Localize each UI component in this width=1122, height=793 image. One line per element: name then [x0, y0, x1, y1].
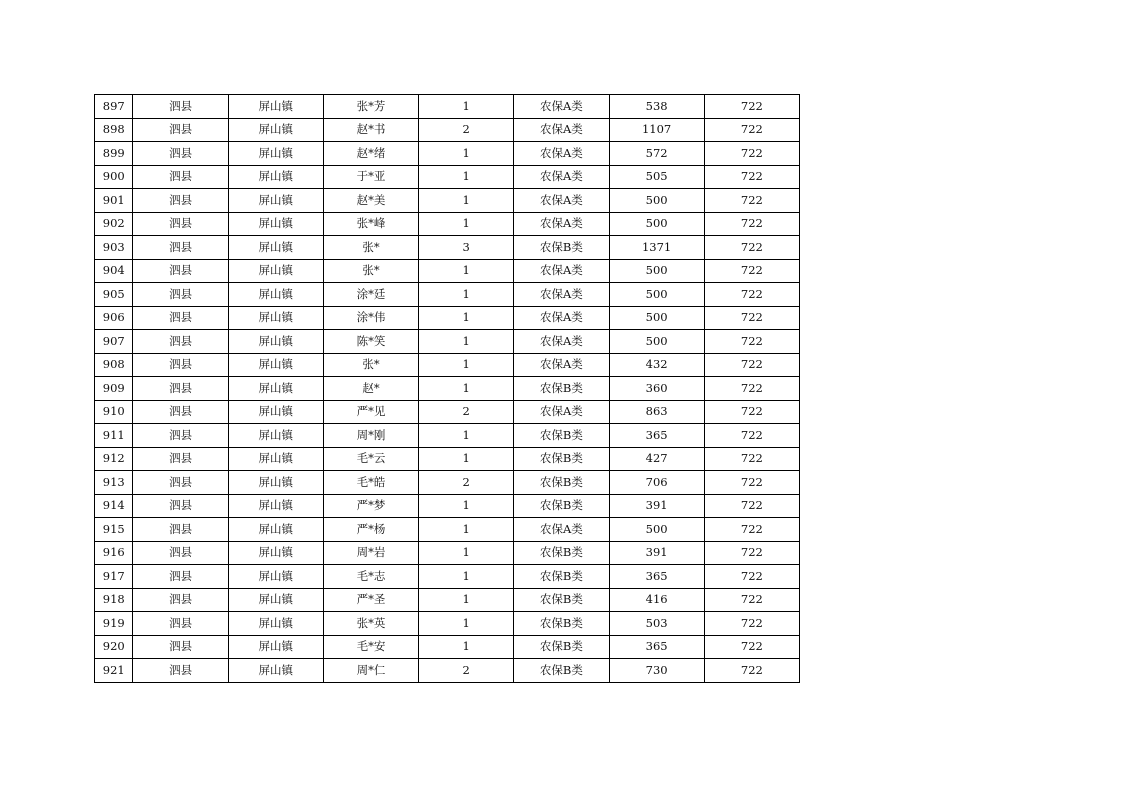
table-row [95, 353, 800, 377]
insurance-type-cell: 农保A类 [514, 306, 609, 330]
table-body [95, 95, 800, 683]
table-row [95, 330, 800, 354]
insurance-type-cell: 农保B类 [514, 494, 609, 518]
insurance-type-cell: 农保A类 [514, 118, 609, 142]
table-row [95, 588, 800, 612]
name-cell: 张* [323, 236, 418, 260]
serial-number-cell: 916 [95, 541, 133, 565]
name-cell: 周*岩 [323, 541, 418, 565]
serial-number-cell: 907 [95, 330, 133, 354]
standard-cell: 722 [704, 377, 799, 401]
amount-cell: 1107 [609, 118, 704, 142]
serial-number-cell: 906 [95, 306, 133, 330]
household-count-cell: 1 [419, 424, 514, 448]
insurance-type-cell: 农保B类 [514, 612, 609, 636]
table-row [95, 612, 800, 636]
amount-cell: 503 [609, 612, 704, 636]
household-count-cell: 3 [419, 236, 514, 260]
insurance-type-cell: 农保A类 [514, 400, 609, 424]
county-cell: 泗县 [133, 565, 228, 589]
name-cell: 张* [323, 353, 418, 377]
amount-cell: 365 [609, 635, 704, 659]
county-cell: 泗县 [133, 330, 228, 354]
household-count-cell: 1 [419, 612, 514, 636]
name-cell: 张*英 [323, 612, 418, 636]
standard-cell: 722 [704, 353, 799, 377]
serial-number-cell: 902 [95, 212, 133, 236]
name-cell: 周*仁 [323, 659, 418, 683]
table-row [95, 565, 800, 589]
table-row [95, 447, 800, 471]
standard-cell: 722 [704, 212, 799, 236]
standard-cell: 722 [704, 306, 799, 330]
amount-cell: 500 [609, 306, 704, 330]
standard-cell: 722 [704, 588, 799, 612]
name-cell: 涂*廷 [323, 283, 418, 307]
town-cell: 屏山镇 [228, 541, 323, 565]
amount-cell: 572 [609, 142, 704, 166]
insurance-type-cell: 农保A类 [514, 518, 609, 542]
amount-cell: 863 [609, 400, 704, 424]
serial-number-cell: 913 [95, 471, 133, 495]
serial-number-cell: 901 [95, 189, 133, 213]
amount-cell: 360 [609, 377, 704, 401]
standard-cell: 722 [704, 165, 799, 189]
amount-cell: 500 [609, 189, 704, 213]
amount-cell: 538 [609, 95, 704, 119]
town-cell: 屏山镇 [228, 612, 323, 636]
town-cell: 屏山镇 [228, 659, 323, 683]
serial-number-cell: 898 [95, 118, 133, 142]
town-cell: 屏山镇 [228, 635, 323, 659]
standard-cell: 722 [704, 612, 799, 636]
town-cell: 屏山镇 [228, 494, 323, 518]
household-count-cell: 1 [419, 565, 514, 589]
standard-cell: 722 [704, 471, 799, 495]
insurance-type-cell: 农保A类 [514, 189, 609, 213]
name-cell: 陈*笑 [323, 330, 418, 354]
standard-cell: 722 [704, 424, 799, 448]
household-count-cell: 1 [419, 306, 514, 330]
table-row [95, 165, 800, 189]
serial-number-cell: 919 [95, 612, 133, 636]
household-count-cell: 1 [419, 353, 514, 377]
serial-number-cell: 903 [95, 236, 133, 260]
household-count-cell: 2 [419, 400, 514, 424]
county-cell: 泗县 [133, 424, 228, 448]
county-cell: 泗县 [133, 95, 228, 119]
table-row [95, 142, 800, 166]
standard-cell: 722 [704, 259, 799, 283]
serial-number-cell: 914 [95, 494, 133, 518]
household-count-cell: 1 [419, 518, 514, 542]
serial-number-cell: 917 [95, 565, 133, 589]
amount-cell: 505 [609, 165, 704, 189]
table-row [95, 424, 800, 448]
amount-cell: 500 [609, 259, 704, 283]
town-cell: 屏山镇 [228, 189, 323, 213]
household-count-cell: 1 [419, 142, 514, 166]
standard-cell: 722 [704, 635, 799, 659]
household-count-cell: 1 [419, 494, 514, 518]
town-cell: 屏山镇 [228, 353, 323, 377]
amount-cell: 500 [609, 330, 704, 354]
amount-cell: 416 [609, 588, 704, 612]
household-count-cell: 2 [419, 118, 514, 142]
county-cell: 泗县 [133, 259, 228, 283]
name-cell: 赵* [323, 377, 418, 401]
name-cell: 毛*安 [323, 635, 418, 659]
insurance-type-cell: 农保B类 [514, 635, 609, 659]
town-cell: 屏山镇 [228, 259, 323, 283]
insurance-type-cell: 农保B类 [514, 236, 609, 260]
serial-number-cell: 899 [95, 142, 133, 166]
data-table [94, 94, 800, 683]
insurance-type-cell: 农保A类 [514, 259, 609, 283]
county-cell: 泗县 [133, 377, 228, 401]
name-cell: 赵*书 [323, 118, 418, 142]
table-row [95, 541, 800, 565]
town-cell: 屏山镇 [228, 588, 323, 612]
household-count-cell: 1 [419, 283, 514, 307]
household-count-cell: 1 [419, 635, 514, 659]
serial-number-cell: 910 [95, 400, 133, 424]
county-cell: 泗县 [133, 400, 228, 424]
name-cell: 毛*皓 [323, 471, 418, 495]
insurance-type-cell: 农保A类 [514, 353, 609, 377]
table-row [95, 259, 800, 283]
county-cell: 泗县 [133, 588, 228, 612]
household-count-cell: 1 [419, 330, 514, 354]
serial-number-cell: 905 [95, 283, 133, 307]
household-count-cell: 1 [419, 212, 514, 236]
town-cell: 屏山镇 [228, 95, 323, 119]
name-cell: 张*芳 [323, 95, 418, 119]
county-cell: 泗县 [133, 635, 228, 659]
household-count-cell: 2 [419, 659, 514, 683]
amount-cell: 500 [609, 518, 704, 542]
standard-cell: 722 [704, 330, 799, 354]
amount-cell: 391 [609, 541, 704, 565]
household-count-cell: 1 [419, 259, 514, 283]
serial-number-cell: 904 [95, 259, 133, 283]
county-cell: 泗县 [133, 236, 228, 260]
insurance-type-cell: 农保A类 [514, 283, 609, 307]
county-cell: 泗县 [133, 518, 228, 542]
insurance-type-cell: 农保B类 [514, 377, 609, 401]
town-cell: 屏山镇 [228, 306, 323, 330]
serial-number-cell: 918 [95, 588, 133, 612]
serial-number-cell: 908 [95, 353, 133, 377]
town-cell: 屏山镇 [228, 283, 323, 307]
table-row [95, 635, 800, 659]
town-cell: 屏山镇 [228, 424, 323, 448]
table-row [95, 118, 800, 142]
insurance-type-cell: 农保A类 [514, 95, 609, 119]
county-cell: 泗县 [133, 612, 228, 636]
name-cell: 于*亚 [323, 165, 418, 189]
standard-cell: 722 [704, 659, 799, 683]
insurance-type-cell: 农保A类 [514, 330, 609, 354]
county-cell: 泗县 [133, 165, 228, 189]
standard-cell: 722 [704, 142, 799, 166]
insurance-type-cell: 农保A类 [514, 142, 609, 166]
table-row [95, 283, 800, 307]
serial-number-cell: 909 [95, 377, 133, 401]
insurance-type-cell: 农保A类 [514, 212, 609, 236]
name-cell: 周*刚 [323, 424, 418, 448]
table-row [95, 659, 800, 683]
insurance-type-cell: 农保A类 [514, 165, 609, 189]
county-cell: 泗县 [133, 659, 228, 683]
name-cell: 张*峰 [323, 212, 418, 236]
county-cell: 泗县 [133, 471, 228, 495]
amount-cell: 706 [609, 471, 704, 495]
standard-cell: 722 [704, 565, 799, 589]
amount-cell: 500 [609, 283, 704, 307]
town-cell: 屏山镇 [228, 447, 323, 471]
name-cell: 严*梦 [323, 494, 418, 518]
household-count-cell: 1 [419, 447, 514, 471]
standard-cell: 722 [704, 541, 799, 565]
name-cell: 赵*绪 [323, 142, 418, 166]
town-cell: 屏山镇 [228, 565, 323, 589]
standard-cell: 722 [704, 189, 799, 213]
town-cell: 屏山镇 [228, 212, 323, 236]
insurance-type-cell: 农保B类 [514, 588, 609, 612]
serial-number-cell: 911 [95, 424, 133, 448]
county-cell: 泗县 [133, 283, 228, 307]
standard-cell: 722 [704, 400, 799, 424]
county-cell: 泗县 [133, 142, 228, 166]
serial-number-cell: 900 [95, 165, 133, 189]
town-cell: 屏山镇 [228, 330, 323, 354]
county-cell: 泗县 [133, 494, 228, 518]
table-row [95, 95, 800, 119]
amount-cell: 391 [609, 494, 704, 518]
standard-cell: 722 [704, 283, 799, 307]
amount-cell: 432 [609, 353, 704, 377]
amount-cell: 427 [609, 447, 704, 471]
amount-cell: 365 [609, 424, 704, 448]
town-cell: 屏山镇 [228, 142, 323, 166]
table-row [95, 189, 800, 213]
town-cell: 屏山镇 [228, 377, 323, 401]
insurance-type-cell: 农保B类 [514, 471, 609, 495]
serial-number-cell: 920 [95, 635, 133, 659]
household-count-cell: 1 [419, 541, 514, 565]
serial-number-cell: 897 [95, 95, 133, 119]
household-count-cell: 1 [419, 95, 514, 119]
town-cell: 屏山镇 [228, 165, 323, 189]
table-row [95, 400, 800, 424]
amount-cell: 1371 [609, 236, 704, 260]
amount-cell: 730 [609, 659, 704, 683]
name-cell: 张* [323, 259, 418, 283]
county-cell: 泗县 [133, 212, 228, 236]
town-cell: 屏山镇 [228, 118, 323, 142]
name-cell: 严*圣 [323, 588, 418, 612]
town-cell: 屏山镇 [228, 400, 323, 424]
household-count-cell: 1 [419, 165, 514, 189]
standard-cell: 722 [704, 447, 799, 471]
table-row [95, 471, 800, 495]
serial-number-cell: 915 [95, 518, 133, 542]
town-cell: 屏山镇 [228, 518, 323, 542]
standard-cell: 722 [704, 118, 799, 142]
household-count-cell: 1 [419, 588, 514, 612]
name-cell: 毛*志 [323, 565, 418, 589]
insurance-type-cell: 农保B类 [514, 541, 609, 565]
table-row [95, 236, 800, 260]
insurance-type-cell: 农保B类 [514, 424, 609, 448]
insurance-type-cell: 农保B类 [514, 565, 609, 589]
table-row [95, 377, 800, 401]
household-count-cell: 2 [419, 471, 514, 495]
insurance-type-cell: 农保B类 [514, 447, 609, 471]
county-cell: 泗县 [133, 118, 228, 142]
county-cell: 泗县 [133, 447, 228, 471]
amount-cell: 500 [609, 212, 704, 236]
serial-number-cell: 912 [95, 447, 133, 471]
county-cell: 泗县 [133, 541, 228, 565]
household-count-cell: 1 [419, 377, 514, 401]
county-cell: 泗县 [133, 189, 228, 213]
standard-cell: 722 [704, 494, 799, 518]
table-row [95, 212, 800, 236]
county-cell: 泗县 [133, 353, 228, 377]
county-cell: 泗县 [133, 306, 228, 330]
insurance-type-cell: 农保B类 [514, 659, 609, 683]
name-cell: 严*见 [323, 400, 418, 424]
amount-cell: 365 [609, 565, 704, 589]
town-cell: 屏山镇 [228, 236, 323, 260]
standard-cell: 722 [704, 95, 799, 119]
table-row [95, 518, 800, 542]
standard-cell: 722 [704, 518, 799, 542]
standard-cell: 722 [704, 236, 799, 260]
town-cell: 屏山镇 [228, 471, 323, 495]
name-cell: 毛*云 [323, 447, 418, 471]
serial-number-cell: 921 [95, 659, 133, 683]
name-cell: 赵*美 [323, 189, 418, 213]
table-row [95, 494, 800, 518]
name-cell: 涂*伟 [323, 306, 418, 330]
name-cell: 严*杨 [323, 518, 418, 542]
table-row [95, 306, 800, 330]
household-count-cell: 1 [419, 189, 514, 213]
